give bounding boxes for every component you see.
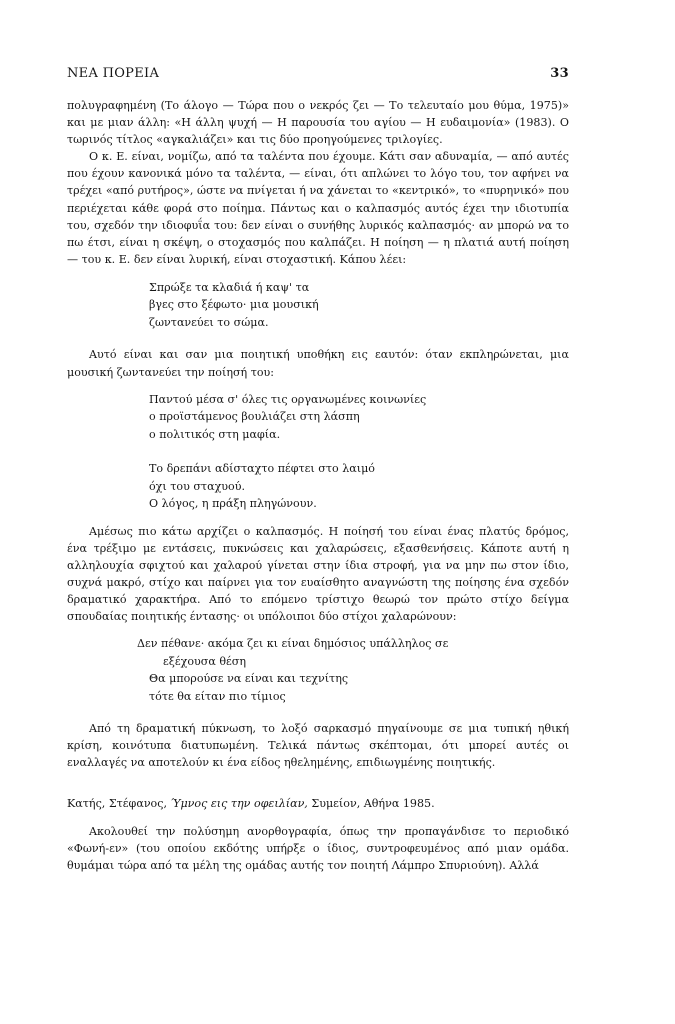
paragraph-6: Ακολουθεί την πολύσημη ανορθογραφία, όπως την προπαγάνδισε το περιοδικό «Φωνή-εν» (του οποίου εκδότης υπήρξε ο ίδιος, συντροφευμένος από μιαν ομάδα. θυμάμαι τώρα από τα μέλη της ομάδας αυτής τον ποιητή Λάμπρο Σπυριούνη). Αλλά bbox=[67, 824, 569, 872]
poem-line: ο πολιτικός στη μαφία. bbox=[149, 427, 281, 441]
reference-author: Κατής, Στέφανος, bbox=[67, 797, 167, 811]
poem-excerpt-1 bbox=[67, 279, 569, 332]
paragraph-5: Από τη δραματική πύκνωση, το λοξό σαρκασμό πηγαίνουμε σε μια τυπική ηθική κρίση, κοινότυπα διατυπωμένη. Τελικά πάντως σκέπτομαι, ότι μπορεί αυτές οι εναλλαγές να αποτελούν κι ένα είδος ηθελημένης, επιδιωγμένης ποιητικής. bbox=[67, 722, 569, 770]
paragraph-2: Ο κ. Ε. είναι, νομίζω, από τα ταλέντα που έχουμε. Κάτι σαν αδυναμία, — από αυτές που έχουν κανονικά μόνο τα ταλέντα, — είναι, ότι απλώνει το λόγο του, τον αφήνει να τρέχει «από ρυτήρος», ώστε να πνίγεται ή να χάνεται το «κεντρικό», το «πυρηνικό» που περιέχεται κάθε φορά στο ποίημα. Πάντως και ο καλπασμός αυτός έχει την ιδιοτυπία του, σχεδόν την ιδιοφυΐα του: δεν είναι ο συνήθης λυρικός καλπασμός· αν μπορώ να το πω έτσι, είναι η σκέψη, ο στοχασμός που καλπάζει. Η ποίηση — η πλατιά αυτή ποίηση — του κ. Ε. δεν είναι λυρική, είναι στοχαστική. Κάπου λέει: bbox=[67, 150, 569, 266]
poem-line: όχι του σταχυού. bbox=[149, 479, 245, 493]
poem-line: ζωντανεύει το σώμα. bbox=[149, 315, 269, 329]
page-number: 33 bbox=[550, 66, 569, 81]
poem-line: Το δρεπάνι αδίσταχτο πέφτει στο λαιμό bbox=[149, 462, 375, 476]
journal-title: ΝΕΑ ΠΟΡΕΙΑ bbox=[67, 66, 160, 81]
poem-line: Ο λόγος, η πράξη πληγώνουν. bbox=[149, 497, 317, 511]
page bbox=[67, 66, 569, 874]
paragraph-1: πολυγραφημένη (Το άλογο — Τώρα που ο νεκρός ζει — Το τελευταίο μου θύμα, 1975)» και με μιαν άλλη: «Η άλλη ψυχή — Η παρουσία του αγίου — Η ευδαιμονία» (1983). Ο τωρινός τίτλος «αγκαλιάζει» και τις δύο προηγούμενες τριλογίες. bbox=[67, 99, 569, 147]
poem-line: Θα μπορούσε να είναι και τεχνίτης bbox=[149, 672, 349, 686]
paragraph-3: Αυτό είναι και σαν μια ποιητική υποθήκη εις εαυτόν: όταν εκπληρώνεται, μια μουσική ζωντανεύει την ποίησή του: bbox=[67, 348, 569, 379]
poem-line: Δεν πέθανε· ακόμα ζει κι είναι δημόσιος υπάλληλος σε bbox=[137, 637, 449, 651]
poem-line: εξέχουσα θέση bbox=[163, 654, 246, 668]
paragraph-4: Αμέσως πιο κάτω αρχίζει ο καλπασμός. Η ποίησή του είναι ένας πλατύς δρόμος, ένα τρέξιμο με εντάσεις, πυκνώσεις και χαλαρώσεις, εξασθενήσεις. Κάποτε αυτή η αλληλουχία σφιχτού και χαλαρού γίνεται στην ίδια στροφή, για να μην πω στον ίδιο, συχνά μακρό, στίχο και παίρνει για τον ευαίσθητο αναγνώστη της ποίησης ένα σχεδόν δραματικό χαρακτήρα. Από το επόμενο τρίστιχο θεωρώ τον πρώτο στίχο δείγμα σπουδαίας ποιητικής έντασης· οι υπόλοιποι δύο στίχοι χαλαρώνουν: bbox=[67, 524, 569, 624]
poem-excerpt-2 bbox=[67, 391, 569, 513]
poem-line: Παντού μέσα σ' όλες τις οργανωμένες κοινωνίες bbox=[149, 392, 427, 406]
poem-line: ο προϊστάμενος βουλιάζει στη λάσπη bbox=[149, 410, 360, 424]
poem-line: Σπρώξε τα κλαδιά ή καψ' τα bbox=[149, 280, 310, 294]
stanza-break bbox=[149, 443, 569, 460]
poem-excerpt-3 bbox=[67, 635, 569, 705]
poem-line: βγες στο ξέφωτο· μια μουσική bbox=[149, 298, 319, 312]
running-header bbox=[67, 66, 569, 81]
reference-title: Ύμνος εις την οφειλίαν, bbox=[170, 797, 308, 811]
reference-publisher: Συμείον, Αθήνα 1985. bbox=[311, 797, 435, 811]
bibliographic-reference bbox=[67, 795, 569, 812]
poem-line: τότε θα είταν πιο τίμιος bbox=[149, 689, 286, 703]
